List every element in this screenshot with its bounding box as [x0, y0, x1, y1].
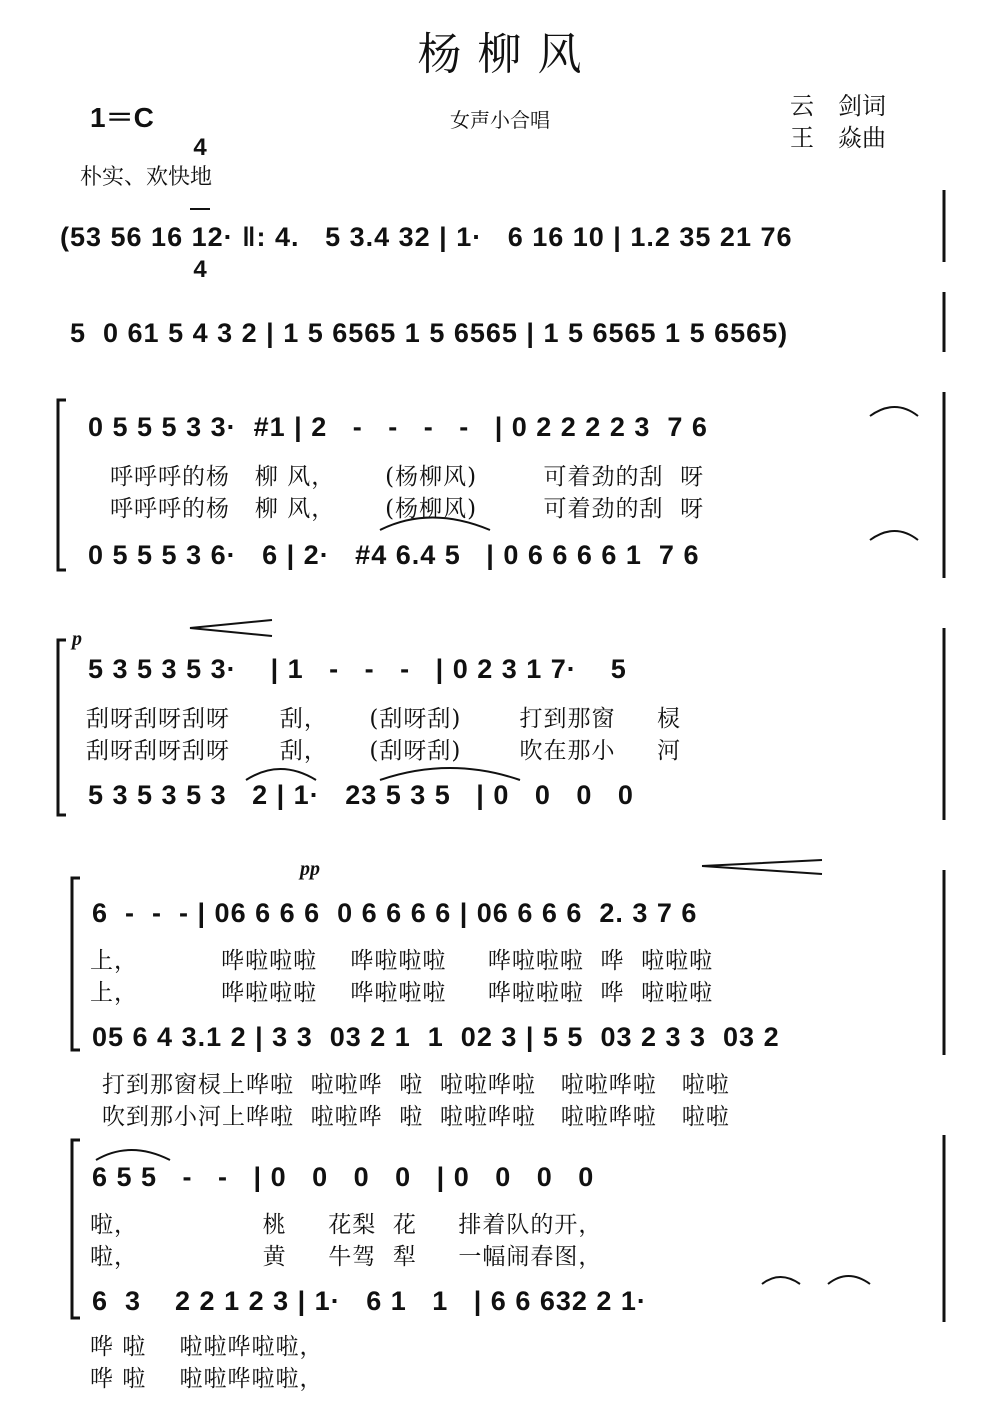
notes-line: 5 0 61 5 4 3 2 | 1 5 6565 1 5 6565 | 1 5 6565 1 5 6565): [70, 318, 789, 348]
notes-line: 5 3 5 3 5 3 2 | 1· 23 5 3 5 | 0 0 0 0: [88, 780, 634, 810]
lyric-line: 上， 哗啦啦啦 哗啦啦啦 哗啦啦啦 哗 啦啦啦: [90, 980, 714, 1006]
key-signature: 1＝C: [90, 102, 154, 133]
notes-line: 6 3 2 2 1 2 3 | 1· 6 1 1 | 6 6 632 2 1·: [92, 1286, 647, 1316]
lyricist-credit: 云 剑词: [790, 92, 886, 120]
tempo-marking: 朴实、欢快地: [80, 165, 213, 190]
meter-top: 4: [193, 134, 207, 161]
performance-note: 女声小合唱: [450, 108, 550, 132]
notes-line: 0 5 5 5 3 3· #1 | 2 - - - - | 0 2 2 2 2 3 7 6: [88, 412, 708, 442]
slur: [380, 518, 490, 531]
slur: [380, 768, 520, 780]
hairpin: [190, 620, 272, 636]
composer-credit: 王 焱曲: [790, 124, 886, 152]
lyric-line: 哗 啦 啦啦哗啦啦，: [90, 1334, 324, 1360]
slur: [246, 769, 316, 780]
notes-line: 6 - - - | 06 6 6 6 0 6 6 6 6 | 06 6 6 6 2. 3 7 6: [92, 898, 698, 928]
notes-line: 05 6 4 3.1 2 | 3 3 03 2 1 1 02 3 | 5 5 03 2 3 3 03 2: [92, 1022, 780, 1052]
dynamic-mark: pp: [300, 858, 320, 880]
lyric-line: 啦， 黄 牛驾 犁 一幅闹春图，: [90, 1244, 603, 1270]
lyric-line: 吹到那小河上哗啦 啦啦哗 啦 啦啦哗啦 啦啦哗啦 啦啦: [102, 1104, 730, 1130]
slur: [870, 407, 918, 416]
hairpin: [702, 860, 822, 874]
lyric-line: 上， 哗啦啦啦 哗啦啦啦 哗啦啦啦 哗 啦啦啦: [90, 948, 714, 974]
lyric-line: 啦， 桃 花梨 花 排着队的开，: [90, 1212, 603, 1238]
slur: [762, 1277, 800, 1284]
system-bracket: [58, 400, 66, 570]
system-bracket: [72, 878, 80, 1050]
lyric-line: 呼呼呼的杨 柳 风， (杨柳风) 可着劲的刮 呀: [110, 496, 705, 522]
system-bracket: [72, 1140, 80, 1318]
song-title: 杨 柳 风: [417, 29, 583, 80]
system-bracket: [58, 640, 66, 815]
slur: [870, 531, 918, 540]
lyric-line: 刮呀刮呀刮呀 刮， (刮呀刮) 打到那窗 棂: [86, 706, 682, 732]
meter-bottom: 4: [193, 256, 207, 283]
slur: [96, 1150, 170, 1160]
lyric-line: 打到那窗棂上哗啦 啦啦哗 啦 啦啦哗啦 啦啦哗啦 啦啦: [102, 1072, 730, 1098]
notes-line: 5 3 5 3 5 3· | 1 - - - | 0 2 3 1 7· 5: [88, 654, 627, 684]
notes-line: 6 5 5 - - | 0 0 0 0 | 0 0 0 0: [92, 1162, 595, 1192]
slur: [828, 1276, 870, 1284]
notes-line: 0 5 5 5 3 6· 6 | 2· #4 6.4 5 | 0 6 6 6 6 1 7 6: [88, 540, 700, 570]
notes-line: (53 56 16 12· ‖: 4. 5 3.4 32 | 1· 6 16 10 | 1.2 35 21 76: [60, 222, 793, 252]
lyric-line: 刮呀刮呀刮呀 刮， (刮呀刮) 吹在那小 河: [86, 738, 682, 764]
lyric-line: 哗 啦 啦啦哗啦啦，: [90, 1366, 324, 1392]
lyric-line: 呼呼呼的杨 柳 风， (杨柳风) 可着劲的刮 呀: [110, 464, 705, 490]
dynamic-mark: p: [72, 628, 82, 650]
